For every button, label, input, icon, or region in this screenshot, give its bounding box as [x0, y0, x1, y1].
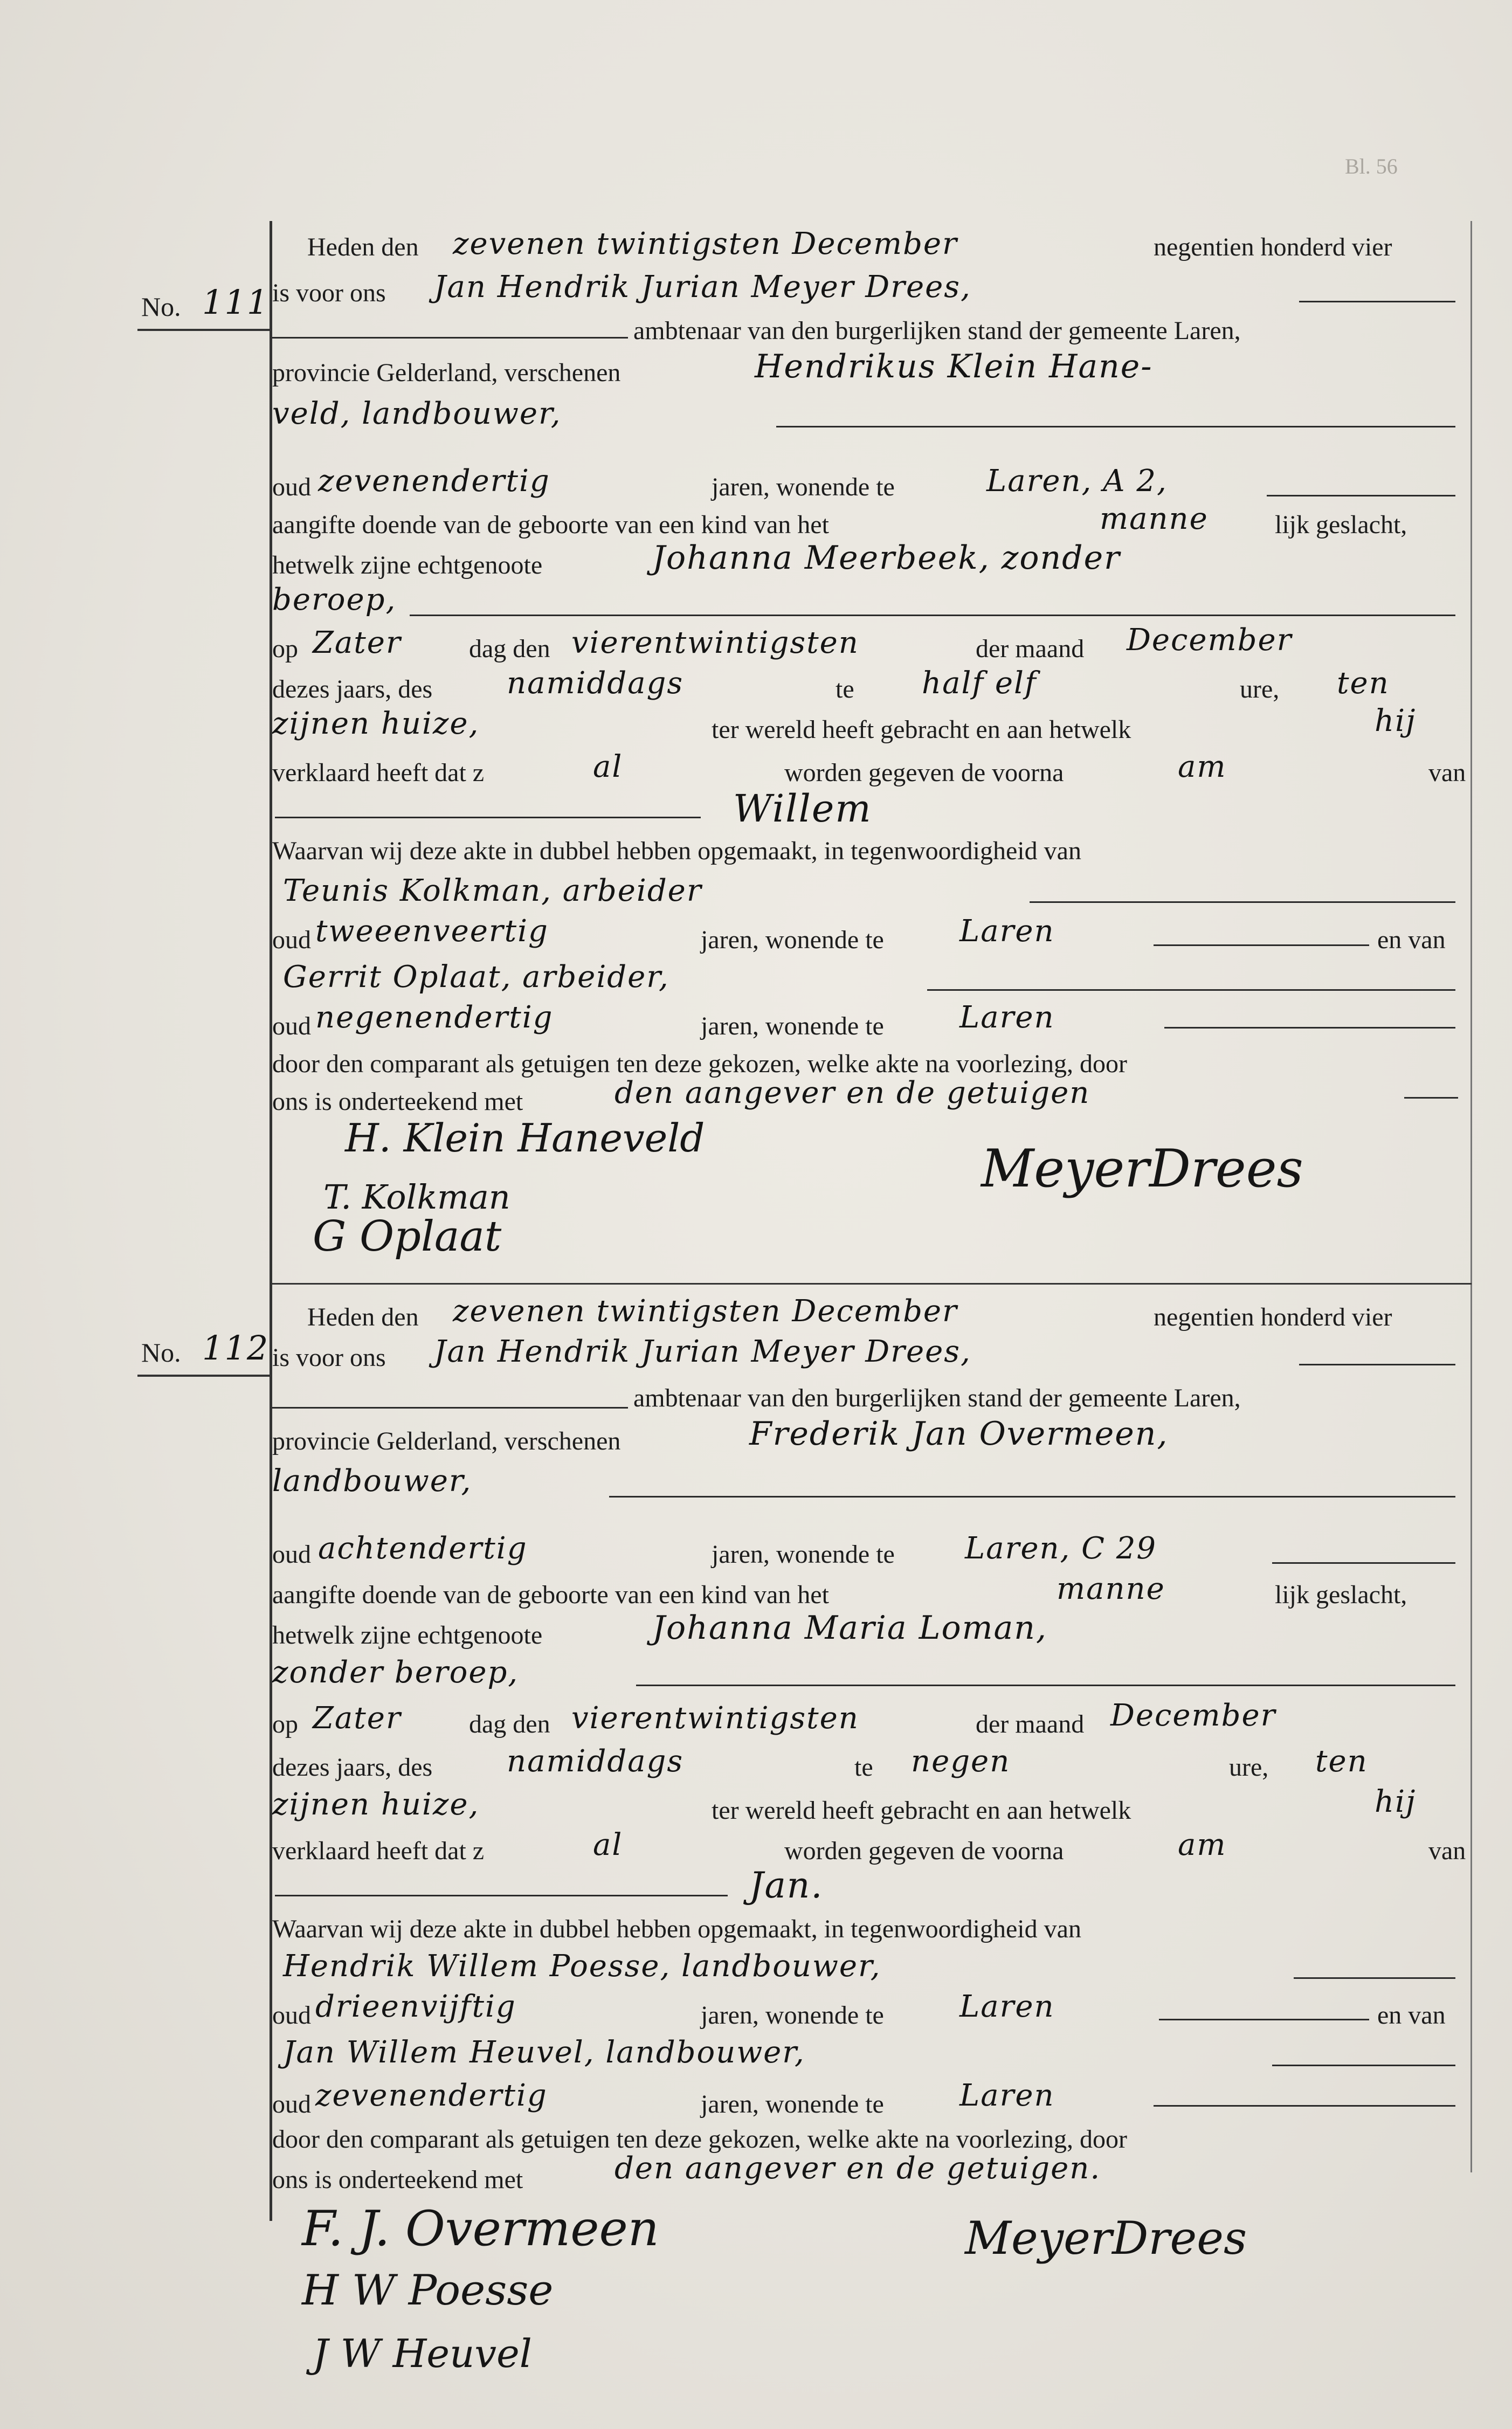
- text-jaren: jaren, wonende te: [701, 2090, 884, 2119]
- text-onderteekend: ons is onderteekend met: [272, 2165, 523, 2194]
- text-heden: Heden den: [307, 1303, 419, 1331]
- hw-ten: ten: [1315, 1744, 1368, 1779]
- hw-birth-month: December: [1110, 1698, 1276, 1733]
- hw-zal: al: [593, 1827, 623, 1862]
- text-ambtenaar: ambtenaar van den burgerlijken stand der gemeente Laren,: [633, 1384, 1241, 1412]
- hw-residence: Laren, C 29: [965, 1531, 1157, 1566]
- blank: [609, 1496, 1455, 1498]
- hw-witness-1-age: tweeenveertig: [315, 914, 549, 949]
- hw-place: zijnen huize,: [272, 1787, 480, 1822]
- hw-daypart: namiddags: [507, 1744, 684, 1779]
- text-voor-ons: is voor ons: [272, 1343, 386, 1372]
- text-ter-wereld: ter wereld heeft gebracht en aan hetwelk: [712, 715, 1131, 744]
- hw-hij: hij: [1375, 703, 1417, 739]
- blank: [1272, 2065, 1455, 2066]
- hw-mother-occupation: zonder beroep,: [272, 1655, 519, 1690]
- text-geslacht: lijk geslacht,: [1275, 1581, 1407, 1609]
- blank: [272, 337, 628, 339]
- text-year: negentien honderd vier: [1154, 233, 1392, 261]
- text-waarvan: Waarvan wij deze akte in dubbel hebben opgemaakt, in tegenwoordigheid van: [272, 837, 1081, 865]
- hw-witness-2-residence: Laren: [959, 1000, 1055, 1035]
- text-provincie: provincie Gelderland, verschenen: [272, 1427, 621, 1455]
- text-dezes-jaars: dezes jaars, des: [272, 1753, 433, 1782]
- hw-am: am: [1178, 1827, 1227, 1862]
- text-verklaard: verklaard heeft dat z: [272, 1837, 485, 1865]
- hw-mother: Johanna Meerbeek, zonder: [652, 539, 1121, 577]
- hw-mother-occupation: beroep,: [272, 582, 397, 617]
- text-verklaard: verklaard heeft dat z: [272, 758, 485, 787]
- text-maand: der maand: [976, 1710, 1085, 1738]
- hw-registrar: Jan Hendrik Jurian Meyer Drees,: [434, 1334, 971, 1369]
- blank: [1159, 2019, 1369, 2020]
- text-onderteekend: ons is onderteekend met: [272, 1087, 523, 1116]
- hw-declarant: Frederik Jan Overmeen,: [749, 1415, 1169, 1453]
- hw-child-name: Jan.: [749, 1865, 824, 1906]
- corner-mark: Bl. 56: [1345, 154, 1398, 178]
- text-op: op: [272, 1710, 298, 1738]
- signature-witness-1: T. Kolkman: [323, 1177, 510, 1217]
- text-ure: ure,: [1229, 1753, 1269, 1782]
- text-jaren: jaren, wonende te: [712, 1540, 895, 1569]
- hw-hij: hij: [1375, 1784, 1417, 1819]
- text-oud: oud: [272, 926, 311, 954]
- text-door-den: door den comparant als getuigen ten deze gekozen, welke akte na voorlezing, door: [272, 1050, 1128, 1078]
- text-oud: oud: [272, 473, 311, 501]
- hw-witness-1-age: drieenvijftig: [315, 1989, 516, 2024]
- blank: [1154, 944, 1369, 946]
- hw-witness-1-residence: Laren: [959, 1989, 1055, 2024]
- text-oud: oud: [272, 2090, 311, 2119]
- blank: [1164, 1027, 1455, 1029]
- signature-witness-2: J W Heuvel: [313, 2331, 532, 2376]
- text-ambtenaar: ambtenaar van den burgerlijken stand der gemeente Laren,: [633, 316, 1241, 345]
- text-te: te: [854, 1753, 873, 1782]
- act-number-rule: [137, 1375, 270, 1377]
- hw-date: zevenen twintigsten December: [453, 1294, 958, 1329]
- signature-declarant: F. J. Overmeen: [302, 2200, 659, 2257]
- act-number-label: No.: [141, 1337, 181, 1368]
- act-number: 111: [202, 282, 270, 322]
- text-te: te: [836, 675, 854, 703]
- signature-registrar: MeyerDrees: [981, 1138, 1303, 1199]
- signature-registrar: MeyerDrees: [965, 2212, 1247, 2265]
- act-number: 112: [202, 1328, 270, 1368]
- blank: [275, 817, 701, 818]
- blank: [410, 615, 1455, 616]
- hw-hour: half elf: [922, 666, 1037, 701]
- hw-birth-day: vierentwintigsten: [571, 625, 859, 660]
- text-echtgenoote: hetwelk zijne echtgenoote: [272, 551, 543, 579]
- hw-weekday: Zater: [313, 1701, 402, 1736]
- hw-ten: ten: [1337, 666, 1390, 701]
- text-geslacht: lijk geslacht,: [1275, 510, 1407, 539]
- right-rule: [1470, 221, 1472, 2172]
- hw-weekday: Zater: [313, 625, 402, 660]
- signature-witness-2: G Oplaat: [313, 1212, 502, 1261]
- text-op: op: [272, 634, 298, 663]
- blank: [1030, 901, 1455, 903]
- act-separator: [270, 1283, 1472, 1285]
- hw-witness-1-residence: Laren: [959, 914, 1055, 949]
- blank: [1299, 301, 1455, 302]
- text-heden: Heden den: [307, 233, 419, 261]
- blank: [1294, 1977, 1455, 1979]
- hw-occupation: veld, landbouwer,: [272, 396, 562, 431]
- text-dag-den: dag den: [469, 634, 550, 663]
- text-provincie: provincie Gelderland, verschenen: [272, 358, 621, 387]
- hw-registrar: Jan Hendrik Jurian Meyer Drees,: [434, 270, 971, 305]
- hw-place: zijnen huize,: [272, 706, 480, 741]
- blank: [776, 426, 1455, 427]
- hw-sex: manne: [1100, 501, 1209, 536]
- hw-witness-2-age: negenendertig: [315, 1000, 554, 1035]
- blank: [1154, 2105, 1455, 2107]
- text-ter-wereld: ter wereld heeft gebracht en aan hetwelk: [712, 1796, 1131, 1825]
- blank: [636, 1685, 1455, 1686]
- text-en-van: en van: [1377, 926, 1446, 954]
- act-number-rule: [137, 329, 270, 331]
- text-waarvan: Waarvan wij deze akte in dubbel hebben opgemaakt, in tegenwoordigheid van: [272, 1915, 1081, 1943]
- text-jaren: jaren, wonende te: [712, 473, 895, 501]
- act-number-label: No.: [141, 292, 181, 322]
- blank: [1272, 1562, 1455, 1564]
- text-van: van: [1428, 758, 1466, 787]
- text-aangifte: aangifte doende van de geboorte van een kind van het: [272, 510, 829, 539]
- text-en-van: en van: [1377, 2001, 1446, 2030]
- text-door-den: door den comparant als getuigen ten deze gekozen, welke akte na voorlezing, door: [272, 2125, 1128, 2154]
- hw-date: zevenen twintigsten December: [453, 226, 958, 261]
- text-oud: oud: [272, 2001, 311, 2030]
- signature-witness-1: H W Poesse: [302, 2266, 554, 2315]
- blank: [1267, 495, 1455, 496]
- text-jaren: jaren, wonende te: [701, 1012, 884, 1040]
- text-echtgenoote: hetwelk zijne echtgenoote: [272, 1621, 543, 1650]
- blank: [927, 989, 1455, 991]
- text-voor-ons: is voor ons: [272, 279, 386, 307]
- hw-child-name: Willem: [733, 786, 872, 831]
- hw-sex: manne: [1057, 1571, 1165, 1606]
- hw-zal: al: [593, 749, 623, 784]
- hw-occupation: landbouwer,: [272, 1464, 472, 1499]
- text-jaren: jaren, wonende te: [701, 2001, 884, 2030]
- blank: [1404, 1097, 1458, 1099]
- hw-witness-2: Gerrit Oplaat, arbeider,: [283, 960, 669, 995]
- hw-residence: Laren, A 2,: [986, 464, 1168, 499]
- blank: [272, 1407, 628, 1409]
- text-dag-den: dag den: [469, 1710, 550, 1738]
- text-jaren: jaren, wonende te: [701, 926, 884, 954]
- hw-mother: Johanna Maria Loman,: [652, 1609, 1047, 1647]
- hw-witness-1: Teunis Kolkman, arbeider: [283, 873, 702, 908]
- hw-signers: den aangever en de getuigen.: [615, 2151, 1101, 2186]
- text-voornaam: worden gegeven de voorna: [784, 758, 1064, 787]
- hw-witness-2-age: zevenendertig: [315, 2078, 548, 2113]
- text-year: negentien honderd vier: [1154, 1303, 1392, 1331]
- hw-birth-month: December: [1127, 623, 1293, 658]
- text-van: van: [1428, 1837, 1466, 1865]
- hw-witness-1: Hendrik Willem Poesse, landbouwer,: [283, 1949, 881, 1984]
- text-oud: oud: [272, 1012, 311, 1040]
- hw-hour: negen: [911, 1744, 1011, 1779]
- text-voornaam: worden gegeven de voorna: [784, 1837, 1064, 1865]
- hw-witness-2-residence: Laren: [959, 2078, 1055, 2113]
- text-dezes-jaars: dezes jaars, des: [272, 675, 433, 703]
- text-ure: ure,: [1240, 675, 1280, 703]
- hw-declarant: Hendrikus Klein Hane-: [755, 348, 1153, 385]
- hw-witness-2: Jan Willem Heuvel, landbouwer,: [283, 2035, 805, 2070]
- hw-age: zevenendertig: [318, 464, 550, 499]
- hw-age: achtendertig: [318, 1531, 528, 1566]
- hw-birth-day: vierentwintigsten: [571, 1701, 859, 1736]
- blank: [1299, 1364, 1455, 1365]
- hw-am: am: [1178, 749, 1227, 784]
- text-oud: oud: [272, 1540, 311, 1569]
- signature-declarant: H. Klein Haneveld: [345, 1115, 705, 1161]
- blank: [275, 1895, 728, 1896]
- hw-signers: den aangever en de getuigen: [615, 1075, 1090, 1110]
- text-aangifte: aangifte doende van de geboorte van een kind van het: [272, 1581, 829, 1609]
- text-maand: der maand: [976, 634, 1085, 663]
- hw-daypart: namiddags: [507, 666, 684, 701]
